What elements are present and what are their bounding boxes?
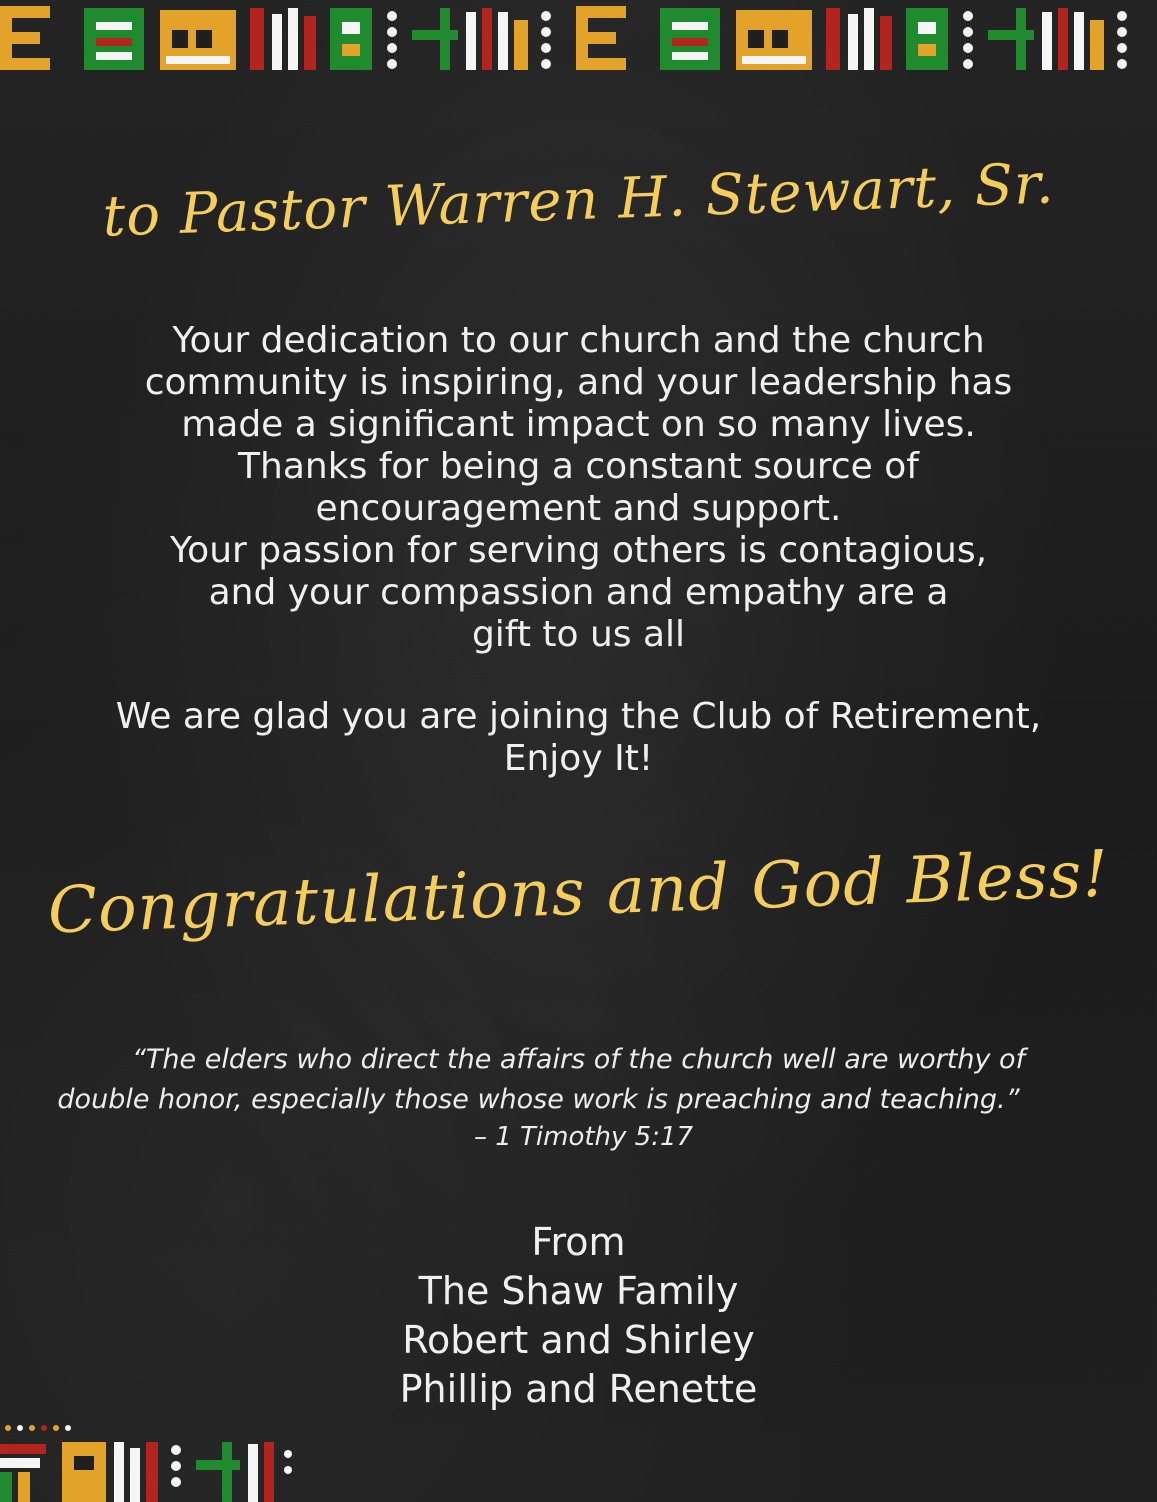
message-line: community is inspiring, and your leadership has bbox=[144, 362, 1013, 403]
signature-couple: Robert and Shirley bbox=[402, 1318, 755, 1362]
scripture-quote bbox=[0, 1040, 1157, 1154]
signature-from: From bbox=[531, 1220, 626, 1264]
message-line: made a significant impact on so many lives. bbox=[181, 404, 976, 445]
message-line: gift to us all bbox=[471, 614, 686, 655]
message-line: encouragement and support. bbox=[315, 488, 842, 529]
quote-line: “The elders who direct the affairs of the church well are worthy of bbox=[131, 1044, 1026, 1075]
signature-couple: Phillip and Renette bbox=[399, 1367, 758, 1411]
message-line: We are glad you are joining the Club of Retirement, bbox=[115, 696, 1042, 737]
message-line: Your passion for serving others is contagious, bbox=[169, 530, 988, 571]
quote-line: double honor, especially those whose work is preaching and teaching.” bbox=[57, 1084, 1020, 1115]
message-line: and your compassion and empathy are a bbox=[208, 572, 949, 613]
paragraph-gap bbox=[0, 656, 1157, 696]
dedication-heading: to Pastor Warren H. Stewart, Sr. bbox=[101, 151, 1056, 250]
quote-citation: – 1 Timothy 5:17 bbox=[473, 1122, 694, 1152]
kente-border-bottom bbox=[0, 1420, 300, 1502]
message-line: Enjoy It! bbox=[503, 738, 654, 779]
tribute-message bbox=[0, 320, 1157, 780]
message-line: Thanks for being a constant source of bbox=[238, 446, 919, 487]
closing-blessing: Congratulations and God Bless! bbox=[46, 837, 1111, 949]
signature-block bbox=[0, 1218, 1157, 1414]
kente-border-top bbox=[0, 0, 1157, 82]
message-line: Your dedication to our church and the church bbox=[172, 320, 985, 361]
signature-family: The Shaw Family bbox=[418, 1269, 739, 1313]
